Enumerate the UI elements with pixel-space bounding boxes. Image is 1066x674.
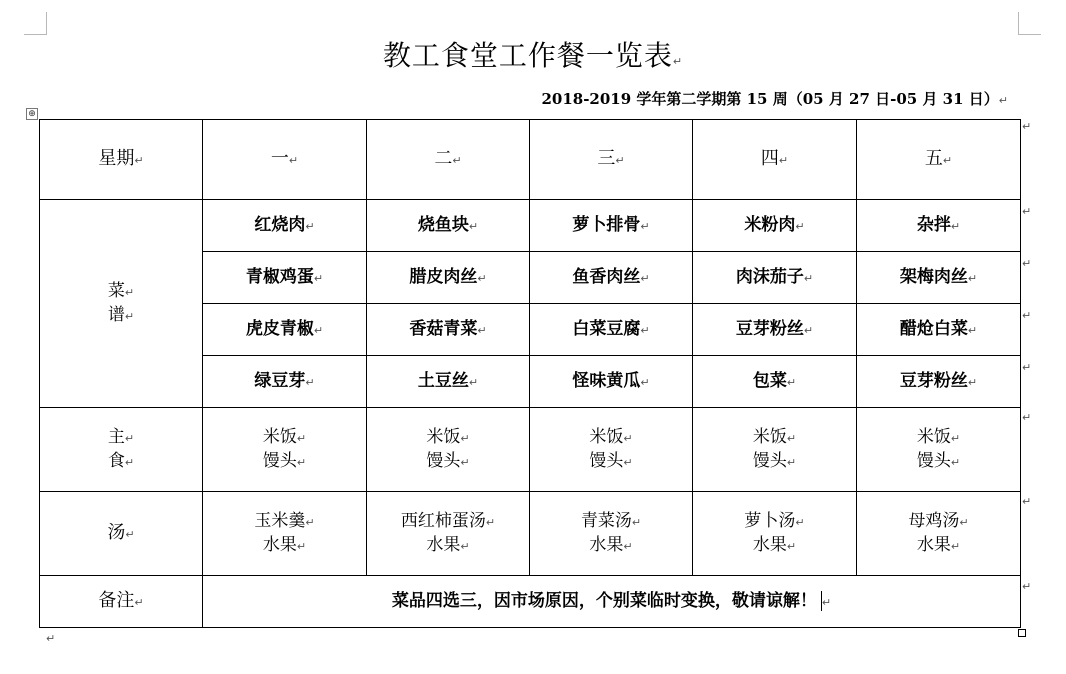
row-end-mark: ↵ [1022, 361, 1032, 374]
staple-cell[interactable]: 米饭↵ 馒头↵ [530, 408, 693, 492]
remark-text-cell[interactable]: 菜品四选三，因市场原因，个别菜临时变换，敬请谅解！ ↵ [203, 576, 1021, 628]
row-end-mark: ↵ [1022, 411, 1032, 424]
row-end-mark: ↵ [1022, 495, 1032, 508]
day-header-cell[interactable]: 五↵ [857, 120, 1021, 200]
header-row [40, 120, 1021, 200]
soup-cell[interactable]: 玉米羹↵ 水果↵ [203, 492, 367, 576]
remark-label-cell[interactable]: 备注↵ [40, 576, 203, 628]
dish-cell[interactable]: 红烧肉↵ [203, 200, 367, 252]
menu-label-cell[interactable]: 菜↵ 谱↵ [40, 200, 203, 408]
staple-label-cell[interactable]: 主↵ 食↵ [40, 408, 203, 492]
dish-cell[interactable]: 香菇青菜↵ [367, 304, 530, 356]
dish-cell[interactable]: 腊皮肉丝↵ [367, 252, 530, 304]
dish-cell[interactable]: 包菜↵ [693, 356, 857, 408]
dish-cell[interactable]: 架梅肉丝↵ [857, 252, 1021, 304]
staple-cell[interactable]: 米饭↵ 馒头↵ [693, 408, 857, 492]
dish-cell[interactable]: 烧鱼块↵ [367, 200, 530, 252]
document-end-mark: ↵ [46, 632, 56, 645]
dish-cell[interactable]: 萝卜排骨↵ [530, 200, 693, 252]
day-header-cell[interactable]: 三↵ [530, 120, 693, 200]
dish-cell[interactable]: 米粉肉↵ [693, 200, 857, 252]
staple-cell[interactable]: 米饭↵ 馒头↵ [367, 408, 530, 492]
row-end-mark: ↵ [1022, 309, 1032, 322]
week-subtitle[interactable]: 2018-2019 学年第二学期第 15 周（05 月 27 日-05 月 31 日）↵ [541, 90, 1008, 108]
soup-label-cell[interactable]: 汤↵ [40, 492, 203, 576]
soup-cell[interactable]: 母鸡汤↵ 水果↵ [857, 492, 1021, 576]
table-move-handle-icon[interactable]: ⊕ [26, 108, 38, 120]
menu-table [39, 119, 1021, 628]
dish-cell[interactable]: 绿豆芽↵ [203, 356, 367, 408]
soup-row [40, 492, 1021, 576]
dish-cell[interactable]: 青椒鸡蛋↵ [203, 252, 367, 304]
row-end-mark: ↵ [1022, 205, 1032, 218]
staple-cell[interactable]: 米饭↵ 馒头↵ [203, 408, 367, 492]
row-end-mark: ↵ [1022, 580, 1032, 593]
day-header-cell[interactable]: 一↵ [203, 120, 367, 200]
soup-cell[interactable]: 西红柿蛋汤↵ 水果↵ [367, 492, 530, 576]
page-corner-top-left [24, 12, 47, 35]
weekday-header-cell[interactable]: 星期↵ [40, 120, 203, 200]
dish-cell[interactable]: 土豆丝↵ [367, 356, 530, 408]
dish-cell[interactable]: 虎皮青椒↵ [203, 304, 367, 356]
page-corner-top-right [1018, 12, 1041, 35]
soup-cell[interactable]: 萝卜汤↵ 水果↵ [693, 492, 857, 576]
document-title[interactable]: 教工食堂工作餐一览表↵ [382, 39, 684, 72]
remark-row [40, 576, 1021, 628]
menu-row [40, 200, 1021, 252]
row-end-mark: ↵ [1022, 257, 1032, 270]
table-resize-handle[interactable] [1018, 629, 1026, 637]
day-header-cell[interactable]: 二↵ [367, 120, 530, 200]
dish-cell[interactable]: 豆芽粉丝↵ [857, 356, 1021, 408]
dish-cell[interactable]: 醋炝白菜↵ [857, 304, 1021, 356]
staple-row [40, 408, 1021, 492]
dish-cell[interactable]: 杂拌↵ [857, 200, 1021, 252]
dish-cell[interactable]: 豆芽粉丝↵ [693, 304, 857, 356]
day-header-cell[interactable]: 四↵ [693, 120, 857, 200]
row-end-mark: ↵ [1022, 120, 1032, 133]
dish-cell[interactable]: 白菜豆腐↵ [530, 304, 693, 356]
dish-cell[interactable]: 鱼香肉丝↵ [530, 252, 693, 304]
dish-cell[interactable]: 怪味黄瓜↵ [530, 356, 693, 408]
soup-cell[interactable]: 青菜汤↵ 水果↵ [530, 492, 693, 576]
staple-cell[interactable]: 米饭↵ 馒头↵ [857, 408, 1021, 492]
dish-cell[interactable]: 肉沫茄子↵ [693, 252, 857, 304]
